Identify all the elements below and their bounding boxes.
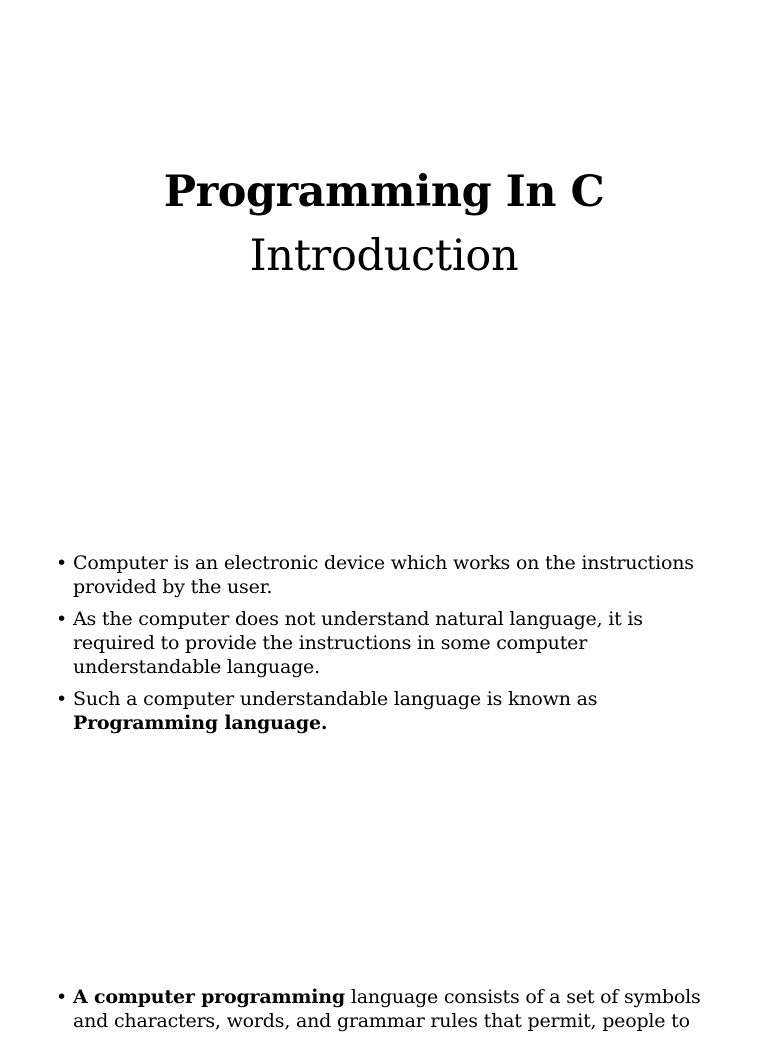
bullet-list — [56, 551, 716, 743]
bullet-icon: • — [56, 608, 68, 630]
list-item — [56, 687, 716, 735]
bullet-icon: • — [56, 688, 68, 710]
slide-subtitle: Introduction — [249, 231, 519, 281]
bullet-icon: • — [56, 552, 68, 574]
bullet-icon: • — [56, 986, 68, 1008]
title-slide — [0, 0, 768, 520]
list-item — [56, 985, 716, 1033]
bullet-bold-text: Programming language. — [73, 712, 328, 734]
bullet-list — [56, 985, 716, 1041]
bullet-text: Computer is an electronic device which works on the instructions provided by the user. — [73, 552, 694, 598]
list-item — [56, 551, 716, 599]
list-item — [56, 607, 716, 679]
bullet-text: language consists of a set of symbols and characters, words, and grammar rules that permit, people to — [73, 986, 701, 1032]
bullet-text: As the computer does not understand natural language, it is required to provide the instructions in some computer understandable language. — [73, 608, 643, 678]
slide-title: Programming In C — [163, 167, 605, 217]
bullet-text: Such a computer understandable language is known as — [73, 688, 598, 710]
bullet-bold-text: A computer programming — [73, 986, 345, 1008]
